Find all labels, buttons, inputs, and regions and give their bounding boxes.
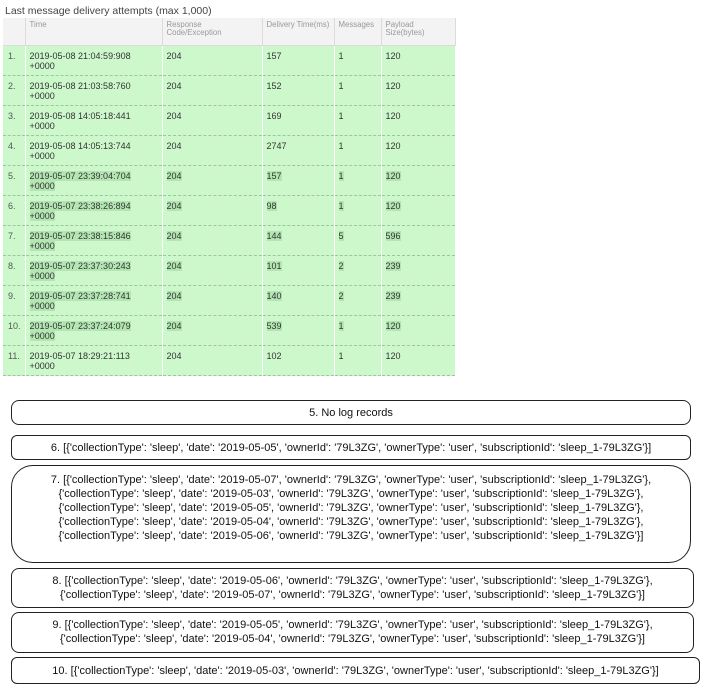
table-row (3, 316, 455, 346)
row-response-code-code: 204 (166, 111, 182, 121)
row-time-tz: +0000 (29, 331, 55, 341)
row-response-code (162, 46, 262, 76)
row-payload-size (381, 316, 455, 346)
row-index-n: 9. (8, 291, 16, 301)
row-time-tz: +0000 (29, 61, 55, 71)
row-payload-size (381, 76, 455, 106)
row-index-n: 2. (8, 81, 16, 91)
row-response-code (162, 106, 262, 136)
row-payload-size (381, 166, 455, 196)
row-time-tz: +0000 (29, 151, 55, 161)
log-record-line: {'collectionType': 'sleep', 'date': '2019-05-03', 'ownerId': '79L3ZG', 'ownerType': 'user', 'subscriptionId': 'sleep_1-79L3ZG'}, (58, 488, 644, 500)
row-messages (334, 166, 381, 196)
row-index-n: 6. (8, 201, 16, 211)
row-response-code (162, 316, 262, 346)
column-header-delivery-time[interactable]: Delivery Time(ms) (262, 18, 334, 46)
table-row (3, 136, 455, 166)
row-messages-msgs: 1 (338, 111, 344, 121)
row-messages (334, 316, 381, 346)
row-time-time: 2019-05-07 23:37:30:243 (29, 261, 131, 271)
log-record-box-8 (11, 568, 694, 608)
row-payload-size (381, 286, 455, 316)
row-delivery-time-ms: 98 (266, 201, 277, 211)
row-time (25, 286, 162, 316)
row-time-time: 2019-05-07 23:38:15:846 (29, 231, 131, 241)
row-delivery-time (262, 256, 334, 286)
table-row (3, 256, 455, 286)
column-header-payload-size[interactable]: Payload Size(bytes) (381, 18, 455, 46)
row-delivery-time (262, 76, 334, 106)
row-delivery-time (262, 106, 334, 136)
table-header-row (3, 18, 455, 46)
row-index (3, 76, 25, 106)
row-index-n: 3. (8, 111, 16, 121)
log-record-line: {'collectionType': 'sleep', 'date': '2019-05-05', 'ownerId': '79L3ZG', 'ownerType': 'user', 'subscriptionId': 'sleep_1-79L3ZG'}, (58, 502, 644, 514)
row-index-n: 4. (8, 141, 16, 151)
row-time-tz: +0000 (29, 91, 55, 101)
row-payload-size (381, 226, 455, 256)
row-index-n: 11. (8, 351, 20, 361)
row-payload-size (381, 46, 455, 76)
row-messages (334, 286, 381, 316)
row-time-time: 2019-05-08 14:05:13:744 (29, 141, 131, 151)
row-index (3, 196, 25, 226)
row-payload-size-size: 596 (385, 231, 401, 241)
row-time (25, 76, 162, 106)
row-index (3, 346, 25, 376)
log-record-box-7 (11, 465, 691, 563)
table-row (3, 166, 455, 196)
row-payload-size-size: 120 (385, 111, 401, 121)
column-header-response-code[interactable]: Response Code/Exception (162, 18, 262, 46)
row-payload-size (381, 196, 455, 226)
row-delivery-time (262, 196, 334, 226)
row-time-tz: +0000 (29, 301, 55, 311)
row-payload-size-size: 120 (385, 51, 401, 61)
row-messages-msgs: 2 (338, 291, 344, 301)
row-response-code (162, 286, 262, 316)
row-index-n: 5. (8, 171, 16, 181)
row-payload-size-size: 120 (385, 321, 401, 331)
row-response-code-code: 204 (166, 231, 182, 241)
row-delivery-time (262, 226, 334, 256)
table-row (3, 196, 455, 226)
row-response-code-code: 204 (166, 261, 182, 271)
row-delivery-time-ms: 539 (266, 321, 282, 331)
row-response-code-code: 204 (166, 351, 182, 361)
row-payload-size (381, 106, 455, 136)
row-time-tz: +0000 (29, 181, 55, 191)
table-row (3, 226, 455, 256)
row-messages-msgs: 1 (338, 351, 344, 361)
row-time (25, 106, 162, 136)
row-time-tz: +0000 (29, 361, 55, 371)
row-index (3, 256, 25, 286)
row-time-time: 2019-05-08 21:03:58:760 (29, 81, 131, 91)
row-messages (334, 196, 381, 226)
row-index-n: 8. (8, 261, 16, 271)
row-index (3, 106, 25, 136)
row-time (25, 196, 162, 226)
row-delivery-time (262, 316, 334, 346)
row-response-code (162, 226, 262, 256)
row-index-n: 10. (8, 321, 21, 331)
row-index (3, 166, 25, 196)
log-record-box-9 (11, 612, 694, 653)
row-delivery-time-ms: 102 (266, 351, 282, 361)
row-index (3, 316, 25, 346)
row-time (25, 46, 162, 76)
log-record-line: 6. [{'collectionType': 'sleep', 'date': '2019-05-05', 'ownerId': '79L3ZG', 'ownerType': 'user', 'subscriptionId': 'sleep_1-79L3ZG'}] (50, 442, 652, 454)
log-record-line: {'collectionType': 'sleep', 'date': '2019-05-04', 'ownerId': '79L3ZG', 'ownerType': 'user', 'subscriptionId': 'sleep_1-79L3ZG'}] (60, 633, 645, 645)
row-response-code-code: 204 (166, 81, 182, 91)
row-response-code-code: 204 (166, 291, 182, 301)
log-record-box-5 (11, 400, 691, 425)
row-response-code (162, 346, 262, 376)
column-header-index (3, 18, 25, 46)
row-delivery-time-ms: 157 (266, 51, 282, 61)
row-messages (334, 346, 381, 376)
row-time-tz: +0000 (29, 241, 55, 251)
row-index (3, 136, 25, 166)
row-messages (334, 256, 381, 286)
log-record-line: 10. [{'collectionType': 'sleep', 'date': '2019-05-03', 'ownerId': '79L3ZG', 'ownerType': 'user', 'subscriptionId': 'sleep_1-79L3ZG'}] (52, 665, 659, 677)
row-messages (334, 226, 381, 256)
row-payload-size-size: 120 (385, 141, 401, 151)
row-delivery-time-ms: 157 (266, 171, 282, 181)
row-index-n: 7. (8, 231, 16, 241)
row-response-code (162, 136, 262, 166)
row-time-time: 2019-05-08 21:04:59:908 (29, 51, 131, 61)
log-record-line: 5. No log records (309, 407, 393, 419)
row-time (25, 226, 162, 256)
row-index (3, 286, 25, 316)
row-time-time: 2019-05-07 23:39:04:704 (29, 171, 131, 181)
table-row (3, 46, 455, 76)
row-delivery-time-ms: 169 (266, 111, 282, 121)
log-record-line: {'collectionType': 'sleep', 'date': '2019-05-06', 'ownerId': '79L3ZG', 'ownerType': 'user', 'subscriptionId': 'sleep_1-79L3ZG'}] (58, 530, 644, 542)
row-messages (334, 136, 381, 166)
row-response-code-code: 204 (166, 171, 182, 181)
row-time (25, 256, 162, 286)
row-payload-size (381, 136, 455, 166)
row-messages-msgs: 1 (338, 171, 344, 181)
row-messages-msgs: 1 (338, 201, 344, 211)
log-record-box-10 (11, 657, 700, 684)
row-response-code-code: 204 (166, 201, 182, 211)
log-record-line: {'collectionType': 'sleep', 'date': '2019-05-04', 'ownerId': '79L3ZG', 'ownerType': 'user', 'subscriptionId': 'sleep_1-79L3ZG'}, (58, 516, 644, 528)
row-time (25, 166, 162, 196)
row-response-code-code: 204 (166, 321, 182, 331)
row-time-time: 2019-05-08 14:05:18:441 (29, 111, 131, 121)
row-index (3, 46, 25, 76)
row-delivery-time (262, 46, 334, 76)
delivery-attempts-table (3, 18, 456, 376)
row-time-tz: +0000 (29, 271, 55, 281)
table-row (3, 106, 455, 136)
row-payload-size (381, 346, 455, 376)
row-delivery-time-ms: 2747 (266, 141, 287, 151)
row-payload-size-size: 120 (385, 351, 401, 361)
row-delivery-time (262, 136, 334, 166)
row-messages-msgs: 1 (338, 81, 344, 91)
row-time-time: 2019-05-07 18:29:21:113 (29, 351, 130, 361)
row-messages-msgs: 1 (338, 51, 344, 61)
log-record-box-6 (11, 435, 691, 460)
table-caption: Last message delivery attempts (max 1,000) (5, 5, 212, 17)
row-time (25, 316, 162, 346)
column-header-messages[interactable]: Messages (334, 18, 381, 46)
row-messages (334, 106, 381, 136)
log-record-line: 7. [{'collectionType': 'sleep', 'date': '2019-05-07', 'ownerId': '79L3ZG', 'ownerType': 'user', 'subscriptionId': 'sleep_1-79L3ZG'}, (50, 474, 652, 486)
row-response-code-code: 204 (166, 141, 182, 151)
row-payload-size (381, 256, 455, 286)
log-record-line: {'collectionType': 'sleep', 'date': '2019-05-07', 'ownerId': '79L3ZG', 'ownerType': 'user', 'subscriptionId': 'sleep_1-79L3ZG'}] (60, 589, 645, 601)
row-delivery-time (262, 286, 334, 316)
row-time-time: 2019-05-07 23:37:24:079 (29, 321, 131, 331)
row-payload-size-size: 239 (385, 261, 401, 271)
row-delivery-time (262, 346, 334, 376)
row-messages-msgs: 2 (338, 261, 344, 271)
column-header-time[interactable]: Time (25, 18, 162, 46)
row-index (3, 226, 25, 256)
row-messages-msgs: 1 (338, 141, 344, 151)
row-delivery-time-ms: 152 (266, 81, 282, 91)
row-time-time: 2019-05-07 23:38:26:894 (29, 201, 131, 211)
row-delivery-time (262, 166, 334, 196)
row-response-code (162, 76, 262, 106)
row-time-tz: +0000 (29, 211, 55, 221)
row-time-time: 2019-05-07 23:37:28:741 (29, 291, 131, 301)
row-response-code-code: 204 (166, 51, 182, 61)
log-record-line: 9. [{'collectionType': 'sleep', 'date': '2019-05-05', 'ownerId': '79L3ZG', 'ownerType': 'user', 'subscriptionId': 'sleep_1-79L3ZG'}, (52, 619, 653, 631)
row-delivery-time-ms: 101 (266, 261, 282, 271)
row-payload-size-size: 120 (385, 171, 401, 181)
row-delivery-time-ms: 144 (266, 231, 282, 241)
row-index-n: 1. (8, 51, 16, 61)
row-messages (334, 46, 381, 76)
row-time (25, 136, 162, 166)
row-payload-size-size: 239 (385, 291, 401, 301)
row-response-code (162, 256, 262, 286)
table-row (3, 346, 455, 376)
row-time-tz: +0000 (29, 121, 55, 131)
log-record-line: 8. [{'collectionType': 'sleep', 'date': '2019-05-06', 'ownerId': '79L3ZG', 'ownerType': 'user', 'subscriptionId': 'sleep_1-79L3ZG'}, (52, 575, 653, 587)
table-row (3, 286, 455, 316)
row-messages-msgs: 5 (338, 231, 344, 241)
row-time (25, 346, 162, 376)
row-messages (334, 76, 381, 106)
row-delivery-time-ms: 140 (266, 291, 282, 301)
row-payload-size-size: 120 (385, 201, 401, 211)
table-row (3, 76, 455, 106)
row-payload-size-size: 120 (385, 81, 401, 91)
row-response-code (162, 166, 262, 196)
row-response-code (162, 196, 262, 226)
row-messages-msgs: 1 (338, 321, 344, 331)
